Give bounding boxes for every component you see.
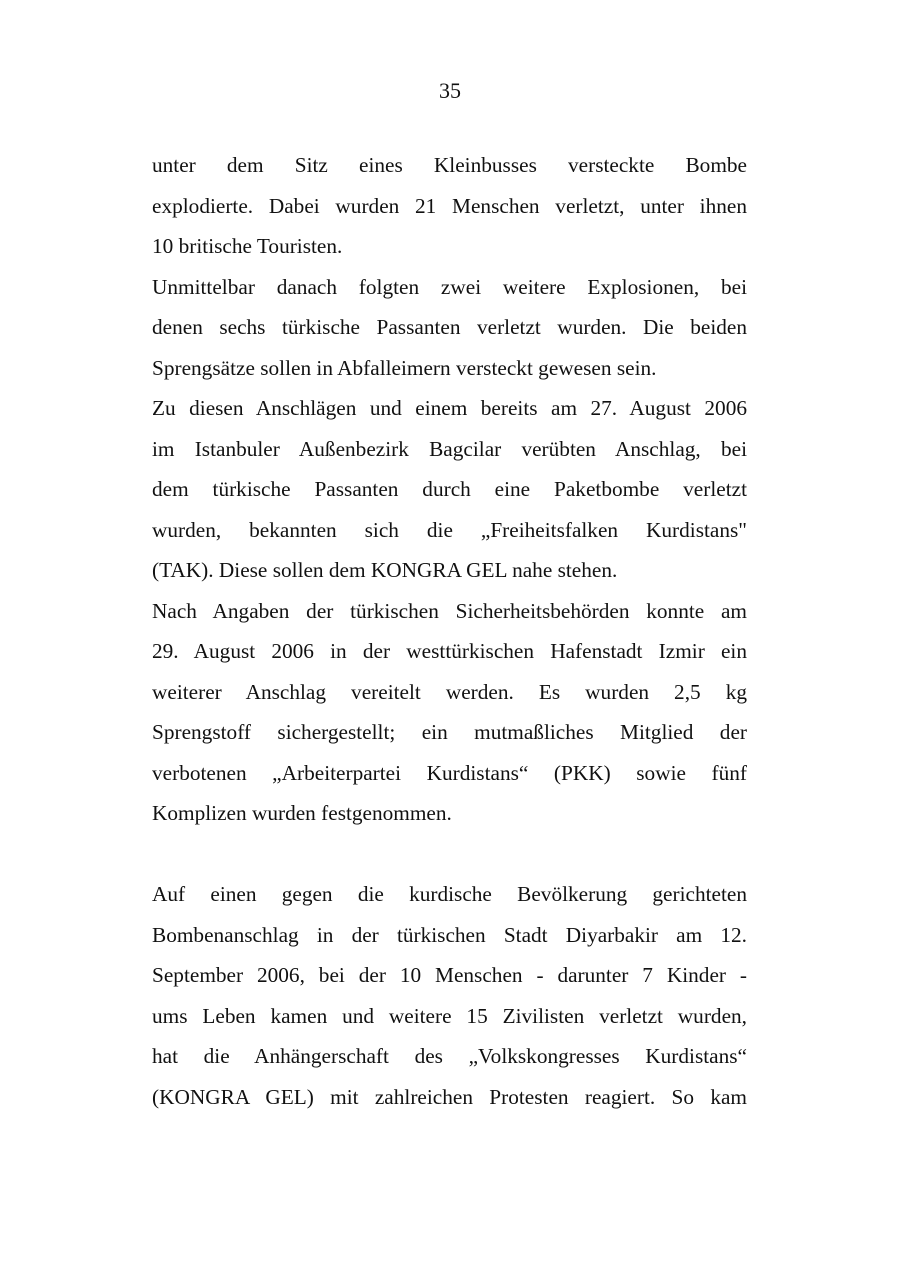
- text-line: ums Leben kamen und weitere 15 Zivilisten verletzt wurden,: [152, 1003, 747, 1028]
- text-line: (TAK). Diese sollen dem KONGRA GEL nahe stehen.: [152, 558, 618, 582]
- text-line: weiterer Anschlag vereitelt werden. Es wurden 2,5 kg: [152, 679, 747, 704]
- paragraph-gap: [152, 834, 747, 875]
- text-line: Bombenanschlag in der türkischen Stadt Diyarbakir am 12.: [152, 922, 747, 947]
- page-number: 35: [439, 78, 461, 103]
- text-line: Sprengsätze sollen in Abfalleimern versteckt gewesen sein.: [152, 355, 657, 380]
- text-line: dem türkische Passanten durch eine Paketbombe verletzt: [152, 477, 747, 501]
- text-line: unter dem Sitz eines Kleinbusses versteckte Bombe: [152, 153, 747, 177]
- text-line: Sprengstoff sichergestellt; ein mutmaßliches Mitglied der: [152, 720, 747, 744]
- text-line: hat die Anhängerschaft des „Volkskongresses Kurdistans“: [152, 1044, 747, 1068]
- text-line: September 2006, bei der 10 Menschen - darunter 7 Kinder -: [152, 963, 747, 987]
- document-body: [152, 145, 747, 1117]
- text-line: 29. August 2006 in der westtürkischen Hafenstadt Izmir ein: [152, 639, 747, 663]
- text-line: wurden, bekannten sich die „Freiheitsfalken Kurdistans": [152, 517, 747, 542]
- text-line: verbotenen „Arbeiterpartei Kurdistans“ (PKK) sowie fünf: [152, 760, 747, 785]
- text-line: Komplizen wurden festgenommen.: [152, 801, 452, 825]
- text-line: explodierte. Dabei wurden 21 Menschen verletzt, unter ihnen: [152, 193, 747, 218]
- text-line: im Istanbuler Außenbezirk Bagcilar verübten Anschlag, bei: [152, 436, 747, 461]
- text-line: denen sechs türkische Passanten verletzt wurden. Die beiden: [152, 315, 747, 339]
- text-line: Zu diesen Anschlägen und einem bereits am 27. August 2006: [152, 396, 747, 420]
- text-line: Auf einen gegen die kurdische Bevölkerung gerichteten: [152, 882, 747, 906]
- text-line: 10 britische Touristen.: [152, 234, 343, 258]
- text-line: Nach Angaben der türkischen Sicherheitsbehörden konnte am: [152, 598, 747, 623]
- text-line: (KONGRA GEL) mit zahlreichen Protesten reagiert. So kam: [152, 1084, 747, 1109]
- text-line: Unmittelbar danach folgten zwei weitere Explosionen, bei: [152, 274, 747, 299]
